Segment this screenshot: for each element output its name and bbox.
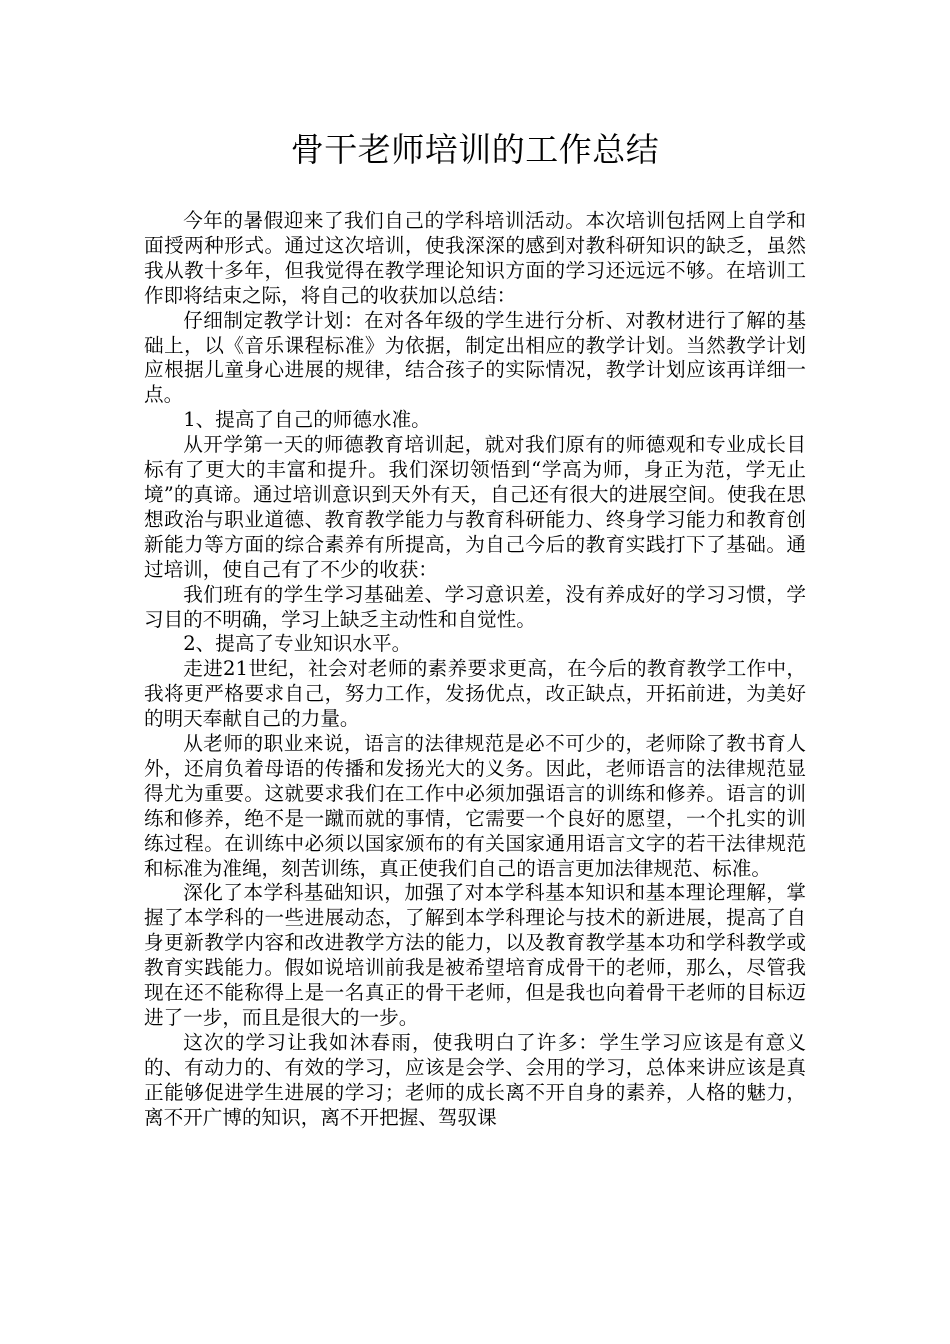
paragraph-language: 从老师的职业来说，语言的法律规范是必不可少的，老师除了教书育人外，还肩负着母语的传播和发扬光大的义务。因此，老师语言的法律规范显得尤为重要。这就要求我们在工作中必须加强语言的训练和修养。语言的训练和修养，绝不是一蹴而就的事情，它需要一个良好的愿望，一个扎实的训练过程。在训练中必须以国家颁布的有关国家通用语言文字的若干法律规范和标准为准绳，刻苦训练，真正使我们自己的语言更加法律规范、标准。: [144, 732, 806, 880]
section-heading-1: 1、提高了自己的师德水准。: [183, 408, 431, 432]
paragraph-reflection: 这次的学习让我如沐春雨，使我明白了许多：学生学习应该是有意义的、有动力的、有效的学习，应该是会学、会用的学习，总体来讲应该是真正能够促进学生进展的学习；老师的成长离不开自身的素养，人格的魅力，离不开广博的知识，离不开把握、驾驭课: [144, 1030, 806, 1129]
paragraph-21st-century: 走进21世纪，社会对老师的素养要求更高，在今后的教育教学工作中，我将更严格要求自己，努力工作，发扬优点，改正缺点，开拓前进，为美好的明天奉献自己的力量。: [144, 657, 806, 731]
section-heading-2: 2、提高了专业知识水平。: [183, 632, 412, 656]
document-title: 骨干老师培训的工作总结: [290, 130, 660, 169]
paragraph-students: 我们班有的学生学习基础差、学习意识差，没有养成好的学习习惯，学习目的不明确，学习上缺乏主动性和自觉性。: [144, 582, 806, 631]
document-page: [144, 128, 806, 1131]
paragraph-subject-knowledge: 深化了本学科基础知识，加强了对本学科基本知识和基本理论理解，掌握了本学科的一些进展动态，了解到本学科理论与技术的新进展，提高了自身更新教学内容和改进教学方法的能力，以及教育教学基本功和学科教学或教育实践能力。假如说培训前我是被希望培育成骨干的老师，那么，尽管我现在还不能称得上是一名真正的骨干老师，但是我也向着骨干老师的目标迈进了一步，而且是很大的一步。: [144, 881, 806, 1029]
document-body: [144, 209, 806, 1131]
paragraph-intro: 今年的暑假迎来了我们自己的学科培训活动。本次培训包括网上自学和面授两种形式。通过这次培训，使我深深的感到对教科研知识的缺乏，虽然我从教十多年，但我觉得在教学理论知识方面的学习还远远不够。在培训工作即将结束之际，将自己的收获加以总结：: [144, 209, 806, 307]
paragraph-ethics: 从开学第一天的师德教育培训起，就对我们原有的师德观和专业成长目标有了更大的丰富和提升。我们深切领悟到“学高为师，身正为范，学无止境”的真谛。通过培训意识到天外有天，自己还有很大的进展空间。使我在思想政治与职业道德、教育教学能力与教育科研能力、终身学习能力和教育创新能力等方面的综合素养有所提高，为自己今后的教育实践打下了基础。通过培训，使自己有了不少的收获：: [144, 433, 806, 581]
paragraph-teaching-plan: 仔细制定教学计划：在对各年级的学生进行分析、对教材进行了解的基础上，以《音乐课程标准》为依据，制定出相应的教学计划。当然教学计划应根据儿童身心进展的规律，结合孩子的实际情况，教学计划应该再详细一点。: [144, 308, 806, 407]
